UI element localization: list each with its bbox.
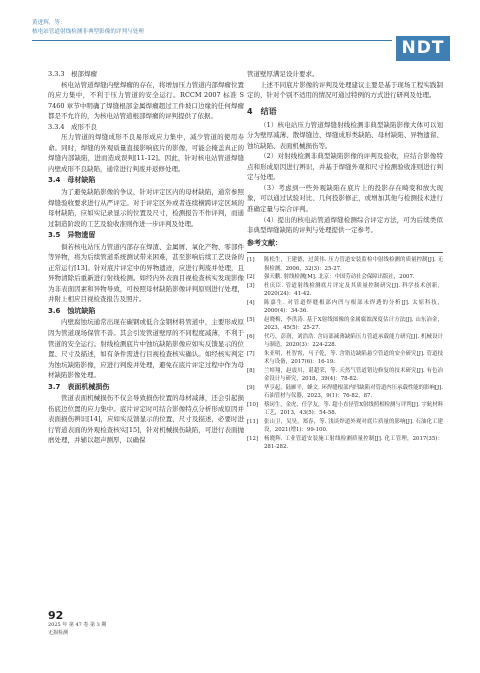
paragraph: 压力管道的焊缝成形不良易形成应力集中，减少管道的使用寿命。同时，焊缝的外观质量直接影响底片的影像，可能会掩盖真正的焊缝内部缺陷，进而造成误判[11-12]。因此，针对核电站管道焊缝内壁成形不良缺陷，通常进行判废并返修处理。 — [48, 133, 244, 173]
reference-item — [247, 282, 443, 299]
section-heading: 3.5 异物遗留 — [48, 231, 96, 240]
reference-item — [247, 273, 443, 282]
paragraph: （1）核电站压力管道焊缝射线检测非典型缺陷影像大体可以划分为壁厚减薄、散焊缝边、焊缝成形类缺陷、母材缺陷、异物遗留、蚀坑缺陷、表面机械损伤等。 — [247, 120, 443, 150]
reference-item — [247, 333, 443, 350]
reference-text: 华亨起，陆雁平，蜂文. 环焊缝根部内凹缺陷对管道内压承载性能的影响[J]. 石油管材与仪器，2023，9(1)：76-82，87. — [264, 384, 443, 400]
reference-number: [1] — [247, 257, 255, 264]
reference-number: [3] — [247, 282, 255, 289]
reference-item — [247, 256, 443, 273]
reference-number: [6] — [247, 333, 255, 340]
reference-item — [247, 435, 443, 452]
subsection-heading: 3.3.4 成形不良 — [48, 122, 98, 131]
reference-item — [247, 350, 443, 367]
paragraph: 管道表面机械损伤不仅会导致损伤位置的母材减薄，还会引起损伤底边位置的应力集中。底片评定时可结合影像特点分析形成原因并表面损伤辨识[14]，应如实反馈显示的位置、尺寸及描述，必要时进行管道表面的外观检查核实[15]，针对机械损伤缺陷，可进行表面抛磨处理，并辅以超声测厚，以确保 — [48, 394, 244, 445]
right-column — [247, 69, 443, 452]
reference-text: 张山卫，吴昊，郑春，等. 浅谈焊道外观对底片质量的影响[J]. 石油化工建设，2021(增1)：99-100. — [264, 418, 443, 434]
header-article-title: 核电站管道射线检测非典型影像的评判与处理 — [32, 29, 144, 35]
subsection-heading: 3.3.3 根部焊瘤 — [48, 70, 98, 78]
reference-number: [5] — [247, 316, 255, 323]
reference-number: [7] — [247, 350, 255, 357]
chapter-heading: 4 结语 — [247, 106, 277, 116]
reference-text: 蔡闵生，金虎，任学友，等. 超小直径管X射线照相检测与评判[J]. 宇航材料工艺，2013，43(5)：54-58. — [264, 401, 443, 417]
ndt-logo: NDT — [396, 36, 450, 61]
paragraph: 俱若核电站压力管道内部存在焊渣、金属屑、氧化产物、零部件等异物，将为后续管道系统测试带来困难，甚至影响后续工艺设备的正常运行[13]。针对底片评定中的异物遗迹，应进行判废并处理，且异物清除后重新进行射线检测。如经内外表面目视检查核实发现影像为非表面因素和异物导致，可按照母材缺陷影像评判原则进行处理，并附上相应目视检查报告及照片。 — [48, 242, 244, 304]
reference-item — [247, 418, 443, 435]
paragraph: 上述不同底片影像的评判及处理建议主要是基于现场工程实践制定的，针对个别不适用的情况可通过特例的方式进行研判及处理。 — [247, 80, 443, 100]
reference-text: 陈松生，王建德，过黄伟. 压力管道安装监检中射线检测的质量控制[J]. 无损检测，2006，32(3)：25-27. — [264, 257, 443, 272]
reference-text: 朱亚明，杜智霄，马子乾，等. 含错边缺陷悬空管道的安全研究[J]. 管道技术与设备，2017(6)：16-19. — [264, 350, 443, 366]
journal-issue: 2025 年 第 47 卷 第 3 期 — [48, 622, 107, 628]
paragraph: 核电站管道焊缝内壁焊瘤的存在，将增加压力管道内部焊瘤位置的应力集中，不利于压力管道的安全运行。RCCM 2007 标准 S 7460 章节中明确了焊缝根部金属焊瘤超过工件坡口边缘的任何焊瘤都是不允许的，为核电站管道根部焊瘤的评判提供了依据。 — [48, 80, 244, 121]
reference-text: 代巧，彭润，刘浩浩. 含局部减薄缺陷压力管道承载能力研究[J]. 机械设计与制造，2020(3)：224-228. — [264, 333, 443, 349]
left-column — [48, 69, 244, 446]
paragraph: 管道壁厚满足设计要求。 — [247, 70, 319, 78]
references-divider — [247, 252, 443, 253]
reference-text: 杨晓辉. 工业管道安装施工射线检测质量控制[J]. 化工管理，2017(35)：281-282. — [264, 435, 443, 451]
paragraph: （4）提出的核电站管道焊缝检测综合评定方法，可为后续类似非典型焊缝缺陷的评判与处理提供一定参考。 — [247, 215, 443, 235]
reference-item — [247, 401, 443, 418]
paragraph: （2）对射线检测非典型缺陷影像的评判及验收，应结合影像特点和形成原因进行辨识，并基于焊缝外观和尺寸检测验收准则进行判定与处理。 — [247, 152, 443, 182]
journal-name: 无损检测 — [48, 629, 69, 636]
reference-text: 杜庆臣. 管道射线检测底片评定及其质量控制研究[J]. 科学技术创新，2020(24)：41-42. — [264, 282, 443, 298]
reference-item — [247, 316, 443, 333]
reference-item — [247, 367, 443, 384]
reference-number: [11] — [247, 418, 259, 425]
paragraph: 为了避免缺陷影像的争议，针对评定区内的母材缺陷，通常参照焊缝验收要求进行从严评定。对于评定区外或者连续横跨评定区域的母材缺陷，应如实记录显示的位置及尺寸，检测报告不作评判，而通过制造阶段的工艺及验收准则作进一步评判及处理。 — [48, 187, 244, 228]
header-divider — [32, 40, 392, 41]
reference-number: [9] — [247, 384, 255, 391]
reference-text: 陈嘉生. 对管道焊缝根部内凹与根部未焊透的分析[J]. 太原科技，2000(4)：34-36. — [264, 299, 443, 315]
paragraph: （3）考虑到一些外观缺陷在底片上的投影存在畸变和放大现象，可以通过试验对比、几何投影修正，或增加其他与检测技术进行准确定量与综合评判。 — [247, 183, 443, 214]
page-footer — [48, 609, 106, 637]
section-heading: 3.4 母材缺陷 — [48, 176, 96, 185]
references-heading: 参考文献： — [247, 238, 282, 247]
reference-number: [4] — [247, 299, 255, 306]
reference-text: 强天鹏. 射线检测[M]. 北京：中国劳动社会保障出版社，2007. — [264, 274, 415, 281]
right-column-body — [247, 69, 443, 236]
reference-list — [247, 256, 443, 452]
reference-number: [2] — [247, 274, 255, 281]
reference-number: [12] — [247, 435, 259, 442]
reference-item — [247, 299, 443, 316]
section-heading: 3.6 蚀坑缺陷 — [48, 306, 96, 315]
header-authors: 黄进辉，等： — [32, 20, 66, 26]
reference-number: [8] — [247, 367, 255, 374]
reference-text: 兰绰翔，赵震川，谌超荣，等. 天然气管道错边修复的技术研究[J]. 有色冶金设计与研究，2018，39(4)：78-82. — [264, 367, 443, 383]
section-heading: 3.7 表面机械损伤 — [48, 382, 110, 391]
page-number: 92 — [48, 609, 64, 622]
paragraph: 内壁腐蚀坑通常出现在碳钢或低合金钢材料管道中，主要形成原因为管道现场保管不善。其会引发管道壁厚的不同程度减薄，不利于管道的安全运行。射线检测底片中蚀坑缺陷影像应如实反馈显示的位置、尺寸及描述，如有条件需进行目视检查核实确认。如经核实判定为蚀坑缺陷影像，应进行判废并处理，避免在底片评定过程中作为母材缺陷影像处理。 — [48, 318, 244, 380]
reference-text: 赵晓梅，李洪涛. 基于X射线图像的金属腐蚀深度估计方法[J]. 山东冶金，2023，45(5)：25-27. — [264, 316, 443, 332]
reference-number: [10] — [247, 401, 259, 408]
reference-item — [247, 384, 443, 401]
page-header — [0, 0, 480, 62]
